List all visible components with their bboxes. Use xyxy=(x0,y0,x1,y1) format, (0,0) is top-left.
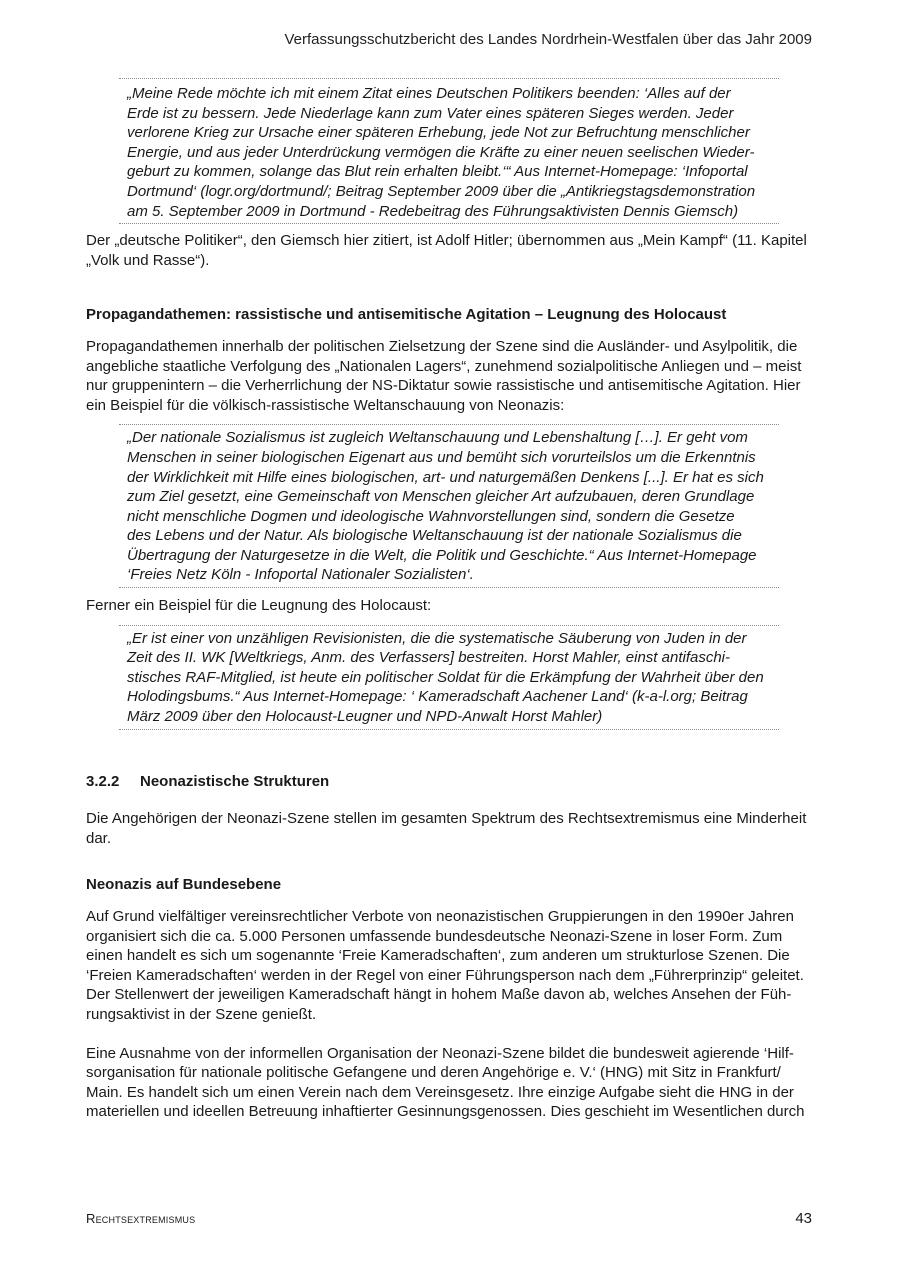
paragraph-holocaust-intro: Ferner ein Beispiel für die Leugnung des Holocaust: xyxy=(86,597,432,615)
paragraph-hng: Eine Ausnahme von der informellen Organisation der Neonazi-Szene bildet die bundesweit agierende ‘Hilf- sorganisation für nationale politische Gefangene und deren Angehörige e. V.‘ (HNG) mit Sitz in Frankfurt/ Main. Es handelt sich um einen Verein nach dem Vereinsgesetz. Ihre einzige Aufgabe sieht die HNG in der materiellen und ideellen Betreuung inhaftierter Gesinnungsgenossen. Dies geschieht im Wesentlichen durch xyxy=(86,1044,805,1121)
page-content xyxy=(86,78,812,1122)
quote-block-sozialismus xyxy=(119,424,779,588)
heading-bundesebene: Neonazis auf Bundesebene xyxy=(86,876,282,894)
paragraph-bundesebene: Auf Grund vielfältiger vereinsrechtlicher Verbote von neonazistischen Gruppierungen in den 1990er Jahren organisiert sich die ca. 5.000 Personen umfassende bundesdeutsche Neonazi-Szene in loser Form. Zum einen handelt es sich um sogenannte ‘Freie Kameradschaften‘, zum anderen um strukturlose Szenen. Die ‘Freien Kameradschaften‘ werden in der Regel von einer Führungsperson nach dem „Führerprinzip“ geleitet. Der Stellenwert der jeweiligen Kameradschaft hängt in hohem Maße davon ab, welches Ansehen der Füh- rungsaktivist in der Szene genießt. xyxy=(86,908,804,1023)
quote-block-hitler xyxy=(119,78,779,224)
quote-text: „Er ist einer von unzähligen Revisionisten, die die systematische Säuberung von Juden in der Zeit des II. WK [Weltkriegs, Anm. des Verfassers] bestreiten. Horst Mahler, einst antifaschi- stisches RAF-Mitglied, ist heute ein politischer Soldat für die Erkämpfung der Wahrheit über den Holodingsbums.“ Aus Internet-Homepage: ‘ Kameradschaft Aachener Land‘ (k-a-l.org; Beitrag März 2009 über den Holocaust-Leugner und NPD-Anwalt Horst Mahler) xyxy=(127,629,764,726)
section-number: 3.2.2 xyxy=(86,772,120,790)
section-heading xyxy=(86,772,812,792)
quote-text: „Der nationale Sozialismus ist zugleich Weltanschauung und Lebenshaltung […]. Er geht vom Menschen in seiner biologischen Eigenart aus und bemüht sich vorurteilslos um die Erkenntnis der Wirklichkeit mit Hilfe eines biologischen, art- und naturgemäßen Denkens [...]. Er hat es sich zum Ziel gesetzt, eine Gemeinschaft von Menschen gleicher Art aufzubauen, deren Grundlage nicht menschliche Dogmen und ideologische Wahnvorstellungen sind, sondern die Gesetze des Lebens und der Natur. Als biologische Weltanschauung ist der nationale Sozialismus die Übertragung der Naturgesetze in die Welt, die Politik und Geschichte.“ Aus Internet-Homepage ‘Freies Netz Köln - Infoportal Nationaler Sozialisten‘. xyxy=(127,429,764,584)
quote-text: „Meine Rede möchte ich mit einem Zitat eines Deutschen Politikers beenden: ‘Alles auf der Erde ist zu bessern. Jede Niederlage kann zum Vater eines späteren Sieges werden. Jeder verlorene Krieg zur Ursache einer späteren Erhebung, jede Not zur Befruchtung menschlicher Energie, und aus jeder Unterdrückung vermögen die Kräfte zu einer neuen seelischen Wieder- geburt zu kommen, solange das Blut rein erhalten bleibt.‘“ Aus Internet-Homepage: ‘Infoportal Dortmund‘ (logr.org/dortmund/; Beitrag September 2009 über die „Antikriegstagsdemonstration am 5. September 2009 in Dortmund - Redebeitrag des Führungsaktivisten Dennis Giemsch) xyxy=(127,85,756,220)
running-header: Verfassungsschutzbericht des Landes Nordrhein-Westfalen über das Jahr 2009 xyxy=(284,31,812,48)
footer-chapter: Rechtsextremismus xyxy=(86,1211,196,1226)
page-number: 43 xyxy=(795,1210,812,1227)
paragraph-propagandathemen: Propagandathemen innerhalb der politischen Zielsetzung der Szene sind die Ausländer- und Asylpolitik, die angebliche staatliche Verfolgung des „Nationalen Lagers“, zunehmend sozialpolitische Anliegen und – meist nur gruppenintern – die Verherrlichung der NS-Diktatur sowie rassistische und antisemitische Agitation. Hier ein Beispiel für die völkisch-rassistische Weltanschauung von Neonazis: xyxy=(86,337,802,414)
quote-block-revisionisten xyxy=(119,625,779,730)
paragraph-minderheit: Die Angehörigen der Neonazi-Szene stellen im gesamten Spektrum des Rechtsextremismus eine Minderheit dar. xyxy=(86,810,807,847)
heading-propagandathemen: Propagandathemen: rassistische und antisemitische Agitation – Leugnung des Holocaust xyxy=(86,306,727,324)
section-title: Neonazistische Strukturen xyxy=(140,772,330,790)
paragraph-politiker: Der „deutsche Politiker“, den Giemsch hier zitiert, ist Adolf Hitler; übernommen aus „Mein Kampf“ (11. Kapitel „Volk und Rasse“). xyxy=(86,232,807,269)
